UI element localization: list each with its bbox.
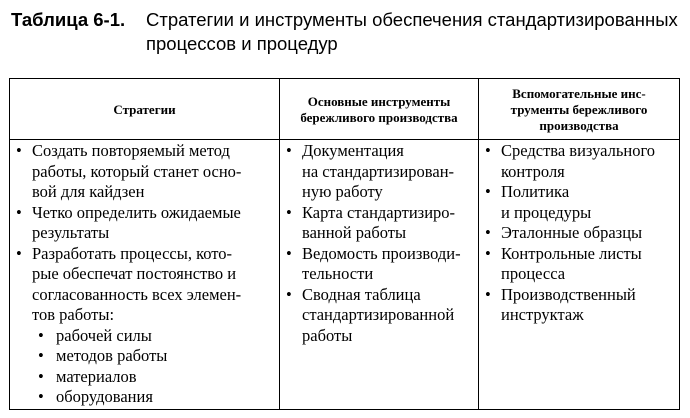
line: рые обеспечат постоянство и bbox=[32, 264, 237, 283]
caption-title-line: Стратегии и инструменты обеспечения стандартизированных bbox=[146, 9, 678, 30]
header-support-tools bbox=[479, 79, 679, 140]
header-strategies-text: Стратегии bbox=[113, 101, 176, 117]
main-tools-column bbox=[284, 141, 476, 346]
line: • Ведомость производи- bbox=[302, 243, 461, 263]
line: • методов работы bbox=[56, 346, 168, 365]
sub-list-item bbox=[14, 346, 276, 367]
line: • Документация bbox=[302, 141, 404, 160]
line: работы, который станет осно- bbox=[32, 161, 242, 181]
list-item bbox=[14, 244, 276, 326]
line: тов работы: bbox=[32, 305, 115, 324]
line: инструктаж bbox=[501, 305, 584, 324]
line: • Средства визуального bbox=[501, 141, 656, 160]
support-tools-column bbox=[483, 141, 677, 326]
line: тельности bbox=[302, 264, 374, 283]
list-item bbox=[284, 141, 476, 203]
header-line: Основные инструменты bbox=[307, 93, 451, 109]
sub-list-item bbox=[14, 326, 276, 347]
strategies-table bbox=[9, 78, 680, 410]
line: • Производственный bbox=[501, 284, 636, 304]
list-item bbox=[483, 182, 677, 223]
header-support-tools-text bbox=[511, 86, 648, 134]
line: • Контрольные листы bbox=[501, 243, 642, 263]
header-main-tools bbox=[280, 79, 478, 140]
header-line: производства bbox=[539, 117, 619, 133]
strategies-list bbox=[14, 141, 276, 408]
list-item bbox=[14, 203, 276, 244]
list-item bbox=[284, 285, 476, 347]
line: • Сводная таблица bbox=[302, 284, 421, 304]
strategies-column bbox=[14, 141, 276, 408]
header-line: Вспомогательные инс- bbox=[512, 85, 646, 101]
line: согласованность всех элемен- bbox=[32, 284, 242, 304]
line: • Создать повторяемый метод bbox=[32, 141, 230, 160]
line: • материалов bbox=[56, 366, 137, 386]
line: • оборудования bbox=[56, 387, 153, 406]
line: • Эталонные образцы bbox=[501, 223, 643, 242]
line: стандартизированной bbox=[302, 305, 455, 324]
line: • Карта стандартизиро- bbox=[302, 202, 456, 222]
main-tools-list bbox=[284, 141, 476, 346]
list-item bbox=[14, 141, 276, 203]
header-strategies bbox=[10, 79, 279, 140]
line: и процедуры bbox=[501, 202, 592, 222]
line: • Четко определить ожидаемые bbox=[32, 202, 241, 222]
list-item bbox=[483, 244, 677, 285]
list-item bbox=[483, 141, 677, 182]
line: работы bbox=[302, 325, 353, 345]
line: • рабочей силы bbox=[56, 325, 152, 345]
caption-title-line: процессов и процедур bbox=[146, 33, 338, 54]
line: процесса bbox=[501, 264, 566, 283]
line: ную работу bbox=[302, 182, 383, 201]
support-tools-list bbox=[483, 141, 677, 326]
sub-list-item bbox=[14, 367, 276, 388]
list-item bbox=[483, 285, 677, 326]
line: ванной работы bbox=[302, 223, 407, 242]
list-item bbox=[483, 223, 677, 244]
header-line: бережливого производства bbox=[300, 109, 458, 125]
line: результаты bbox=[32, 223, 110, 242]
line: на стандартизирован- bbox=[302, 161, 455, 181]
caption-label: Таблица 6-1. bbox=[11, 9, 126, 30]
line: контроля bbox=[501, 161, 565, 181]
header-line: трументы бережливого bbox=[510, 101, 648, 117]
list-item bbox=[284, 203, 476, 244]
caption-title bbox=[146, 8, 681, 56]
sub-list-item bbox=[14, 387, 276, 408]
line: вой для кайдзен bbox=[32, 182, 145, 201]
header-main-tools-text bbox=[300, 94, 457, 126]
line: • Политика bbox=[501, 182, 570, 201]
list-item bbox=[284, 244, 476, 285]
line: • Разработать процессы, кото- bbox=[32, 243, 233, 263]
